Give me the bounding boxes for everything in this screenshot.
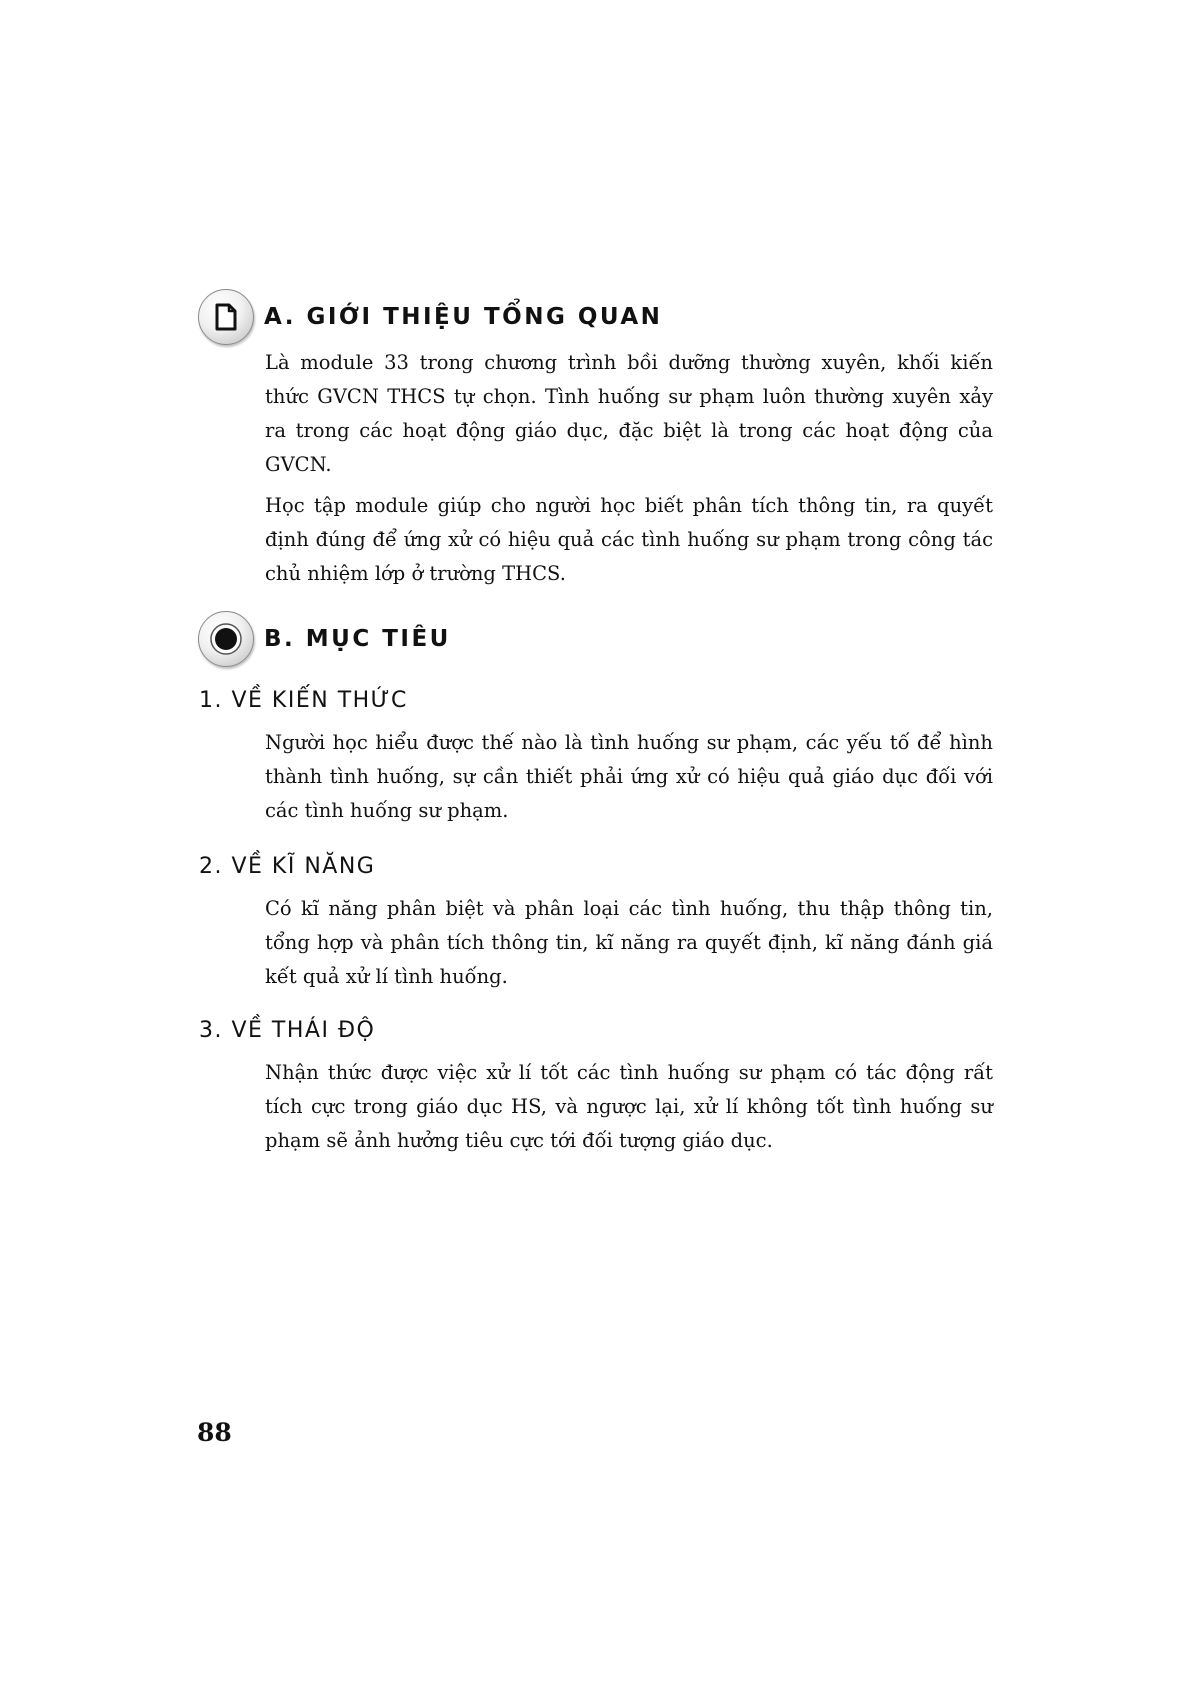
- section-a-heading: [198, 288, 662, 346]
- document-icon: [198, 289, 254, 345]
- section-b-title: B. MỤC TIÊU: [264, 626, 451, 652]
- objective-1-heading: 1. VỀ KIẾN THỨC: [199, 688, 408, 713]
- section-b-heading: [198, 610, 451, 668]
- objective-3-heading: 3. VỀ THÁI ĐỘ: [199, 1018, 376, 1043]
- target-icon: [198, 611, 254, 667]
- objective-1-text: Người học hiểu được thế nào là tình huống sư phạm, các yếu tố để hình thành tình huống, sự cần thiết phải ứng xử có hiệu quả giáo dục đối với các tình huống sư phạm.: [265, 731, 993, 822]
- section-a-title: A. GIỚI THIỆU TỔNG QUAN: [264, 304, 663, 330]
- page-number: 88: [197, 1418, 232, 1447]
- section-a-paragraph-1: Là module 33 trong chương trình bồi dưỡng thường xuyên, khối kiến thức GVCN THCS tự chọn. Tình huống sư phạm luôn thường xuyên xảy ra trong các hoạt động giáo dục, đặc biệt là trong các hoạt động của GVCN.: [265, 351, 993, 476]
- objective-2-heading: 2. VỀ KĨ NĂNG: [199, 854, 376, 879]
- objective-3-text: Nhận thức được việc xử lí tốt các tình huống sư phạm có tác động rất tích cực trong giáo dục HS, và ngược lại, xử lí không tốt tình huống sư phạm sẽ ảnh hưởng tiêu cực tới đối tượng giáo dục.: [265, 1061, 993, 1152]
- section-a-paragraph-2: Học tập module giúp cho người học biết phân tích thông tin, ra quyết định đúng để ứng xử có hiệu quả các tình huống sư phạm trong công tác chủ nhiệm lớp ở trường THCS.: [265, 494, 993, 585]
- objective-2-text: Có kĩ năng phân biệt và phân loại các tình huống, thu thập thông tin, tổng hợp và phân tích thông tin, kĩ năng ra quyết định, kĩ năng đánh giá kết quả xử lí tình huống.: [265, 897, 993, 988]
